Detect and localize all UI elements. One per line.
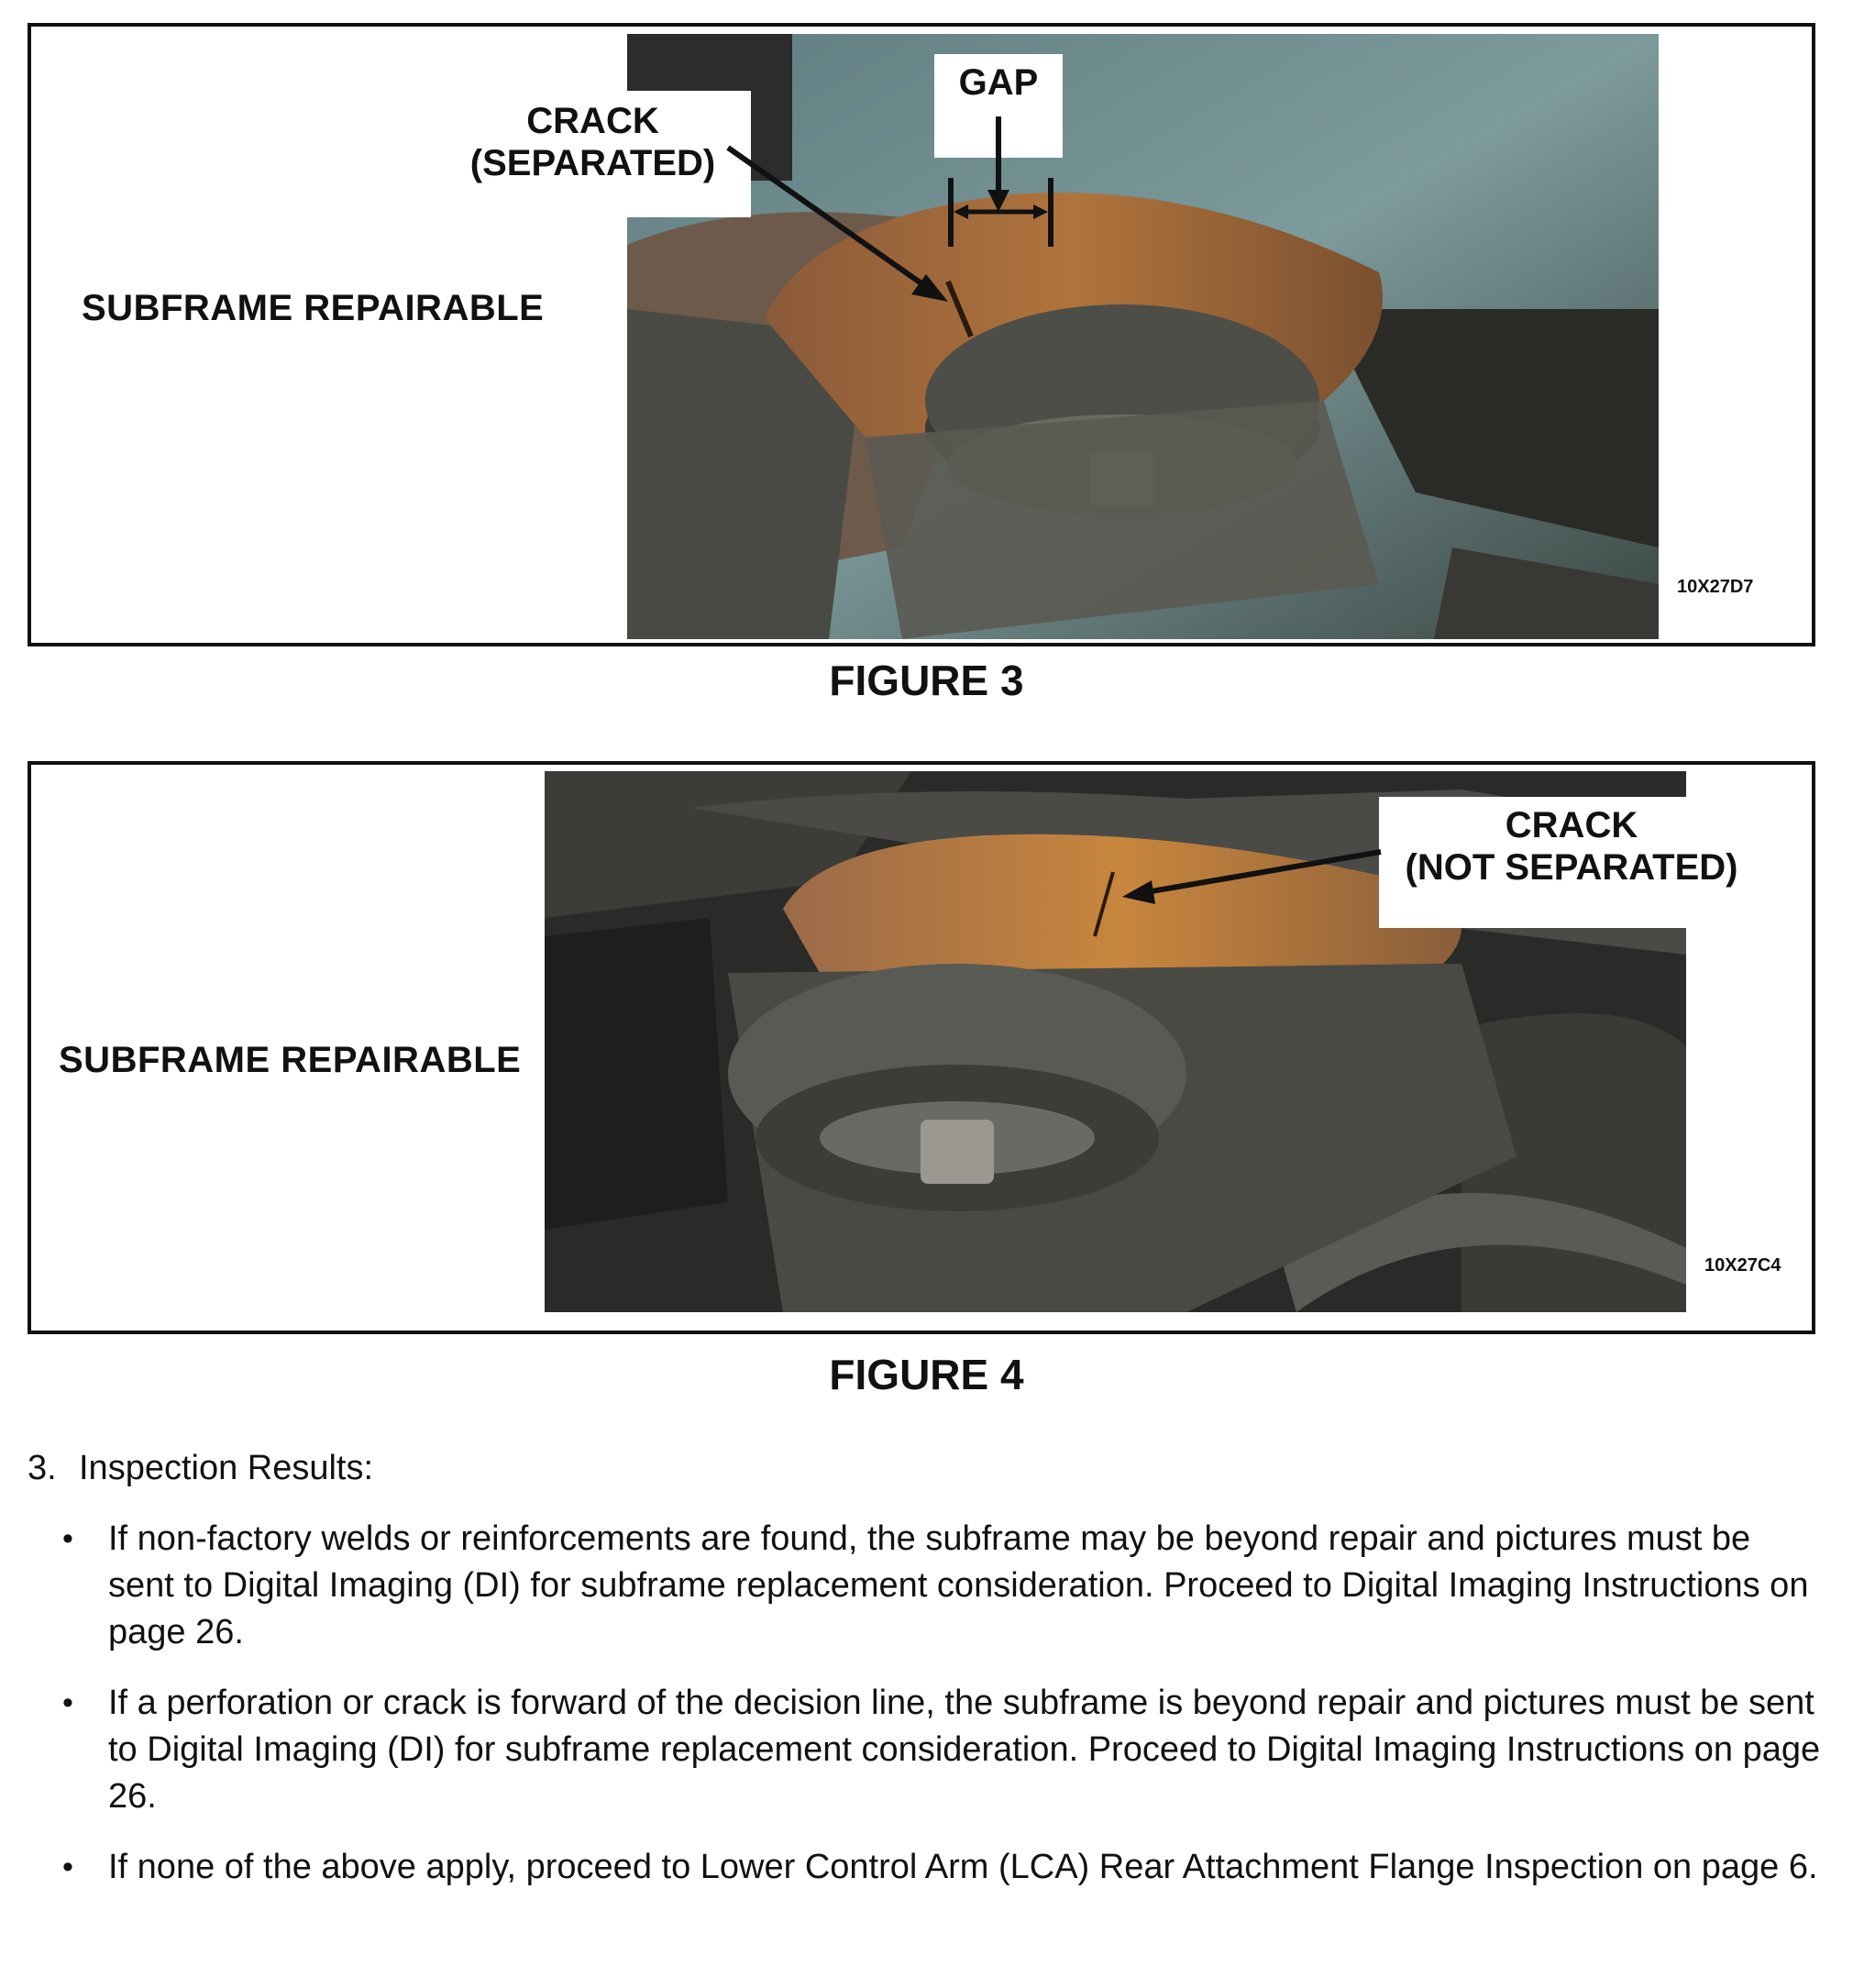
figure-3-frame: [28, 23, 1815, 646]
figure-4-frame: [28, 761, 1815, 1334]
bullet-icon: •: [62, 1521, 73, 1556]
step-title: Inspection Results:: [79, 1449, 374, 1487]
list-item: [28, 1680, 1825, 1820]
list-item-text: If non-factory welds or reinforcements are found, the subframe may be beyond repair and pictures must be sent to Digital Imaging (DI) for subframe replacement consideration. Proceed to Digital Imaging Instructions on page 26.: [108, 1519, 1809, 1651]
bullet-icon: •: [62, 1850, 73, 1884]
list-item-text: If none of the above apply, proceed to Lower Control Arm (LCA) Rear Attachment Flange Inspection on page 6.: [108, 1848, 1818, 1886]
inspection-results-heading: [28, 1449, 1825, 1488]
figure-4-side-label: SUBFRAME REPAIRABLE: [59, 1040, 522, 1080]
subframe-crack-separated-photo: [627, 34, 1659, 639]
inspection-results-list: [28, 1516, 1825, 1891]
figure-3-caption: FIGURE 3: [829, 657, 1024, 704]
list-item-text: If a perforation or crack is forward of the decision line, the subframe is beyond repair and pictures must be sent to Digital Imaging (DI) for subframe replacement consideration. Proceed to Digital Imaging Instructions on page 26.: [108, 1684, 1821, 1816]
inspection-results-section: [28, 1449, 1825, 1915]
crack-not-separated-callout: CRACK (NOT SEPARATED): [1379, 797, 1764, 928]
figure-3-side-label: SUBFRAME REPAIRABLE: [82, 288, 545, 328]
step-number: 3.: [28, 1449, 57, 1487]
list-item: [28, 1516, 1825, 1656]
gap-callout: GAP: [934, 54, 1063, 158]
list-item: [28, 1844, 1825, 1891]
figure-4-photo-id: 10X27C4: [1704, 1255, 1781, 1276]
figure-3-photo-id: 10X27D7: [1677, 577, 1754, 597]
bullet-icon: •: [62, 1685, 73, 1720]
figure-3-photo: [627, 34, 1659, 639]
figure-4-caption: FIGURE 4: [829, 1351, 1024, 1398]
crack-separated-callout: CRACK (SEPARATED): [435, 91, 751, 217]
